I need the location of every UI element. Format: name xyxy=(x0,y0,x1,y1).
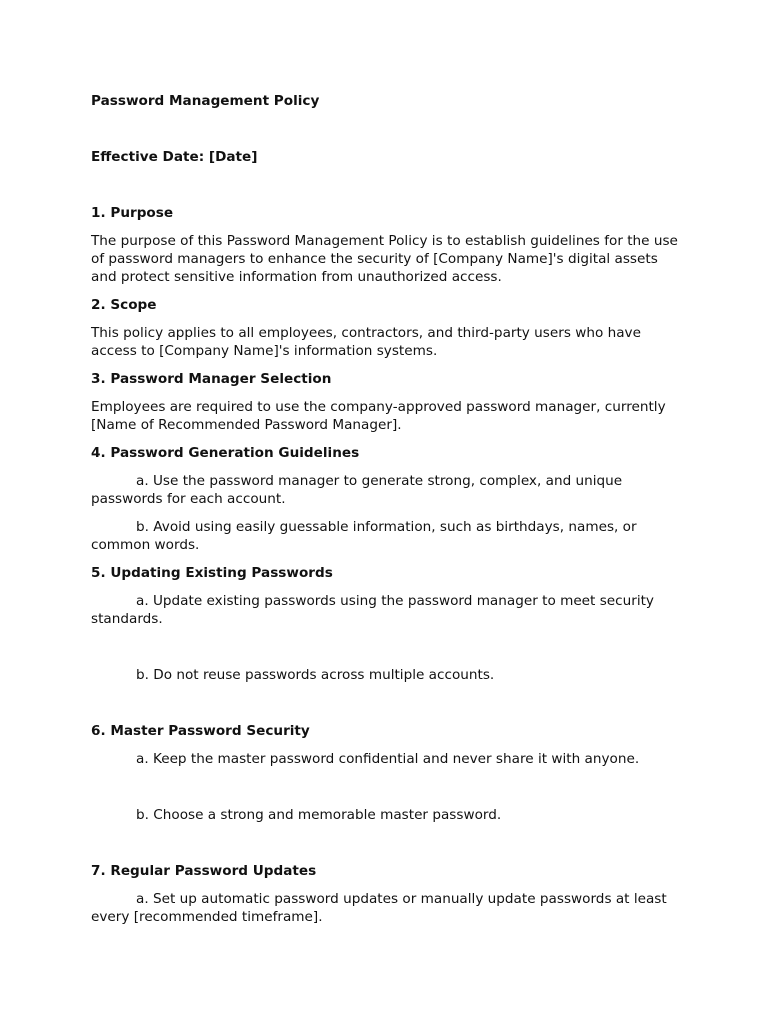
spacer xyxy=(91,638,687,666)
section-heading-updating-passwords: 5. Updating Existing Passwords xyxy=(91,565,333,581)
section-heading-password-generation: 4. Password Generation Guidelines xyxy=(91,445,360,461)
effective-date: Effective Date: [Date] xyxy=(91,149,258,165)
list-item: a. Set up automatic password updates or manually update passwords at least every [recommended timeframe]. xyxy=(91,891,667,925)
section-body-scope: This policy applies to all employees, contractors, and third-party users who have access to [Company Name]'s information systems. xyxy=(91,325,641,359)
list-item: a. Update existing passwords using the password manager to meet security standards. xyxy=(91,593,654,627)
spacer xyxy=(91,834,687,862)
document-title: Password Management Policy xyxy=(91,93,320,109)
policy-document xyxy=(91,92,687,936)
section-heading-purpose: 1. Purpose xyxy=(91,205,174,221)
list-item: b. Choose a strong and memorable master password. xyxy=(136,807,502,823)
spacer xyxy=(91,694,687,722)
list-item: a. Keep the master password confidential and never share it with anyone. xyxy=(136,751,640,767)
section-body-password-manager-selection: Employees are required to use the company-approved password manager, currently [Name of Recommended Password Manager]. xyxy=(91,399,666,433)
section-heading-master-password: 6. Master Password Security xyxy=(91,723,310,739)
section-heading-regular-updates: 7. Regular Password Updates xyxy=(91,863,317,879)
section-body-purpose: The purpose of this Password Management Policy is to establish guidelines for the use of password managers to enhance the security of [Company Name]'s digital assets and protect sensitive information from unauthorized access. xyxy=(91,233,678,285)
section-heading-password-manager-selection: 3. Password Manager Selection xyxy=(91,371,332,387)
spacer xyxy=(91,778,687,806)
list-item: b. Avoid using easily guessable information, such as birthdays, names, or common words. xyxy=(91,519,637,553)
list-item: b. Do not reuse passwords across multiple accounts. xyxy=(136,667,495,683)
section-heading-scope: 2. Scope xyxy=(91,297,157,313)
list-item: a. Use the password manager to generate strong, complex, and unique passwords for each account. xyxy=(91,473,623,507)
